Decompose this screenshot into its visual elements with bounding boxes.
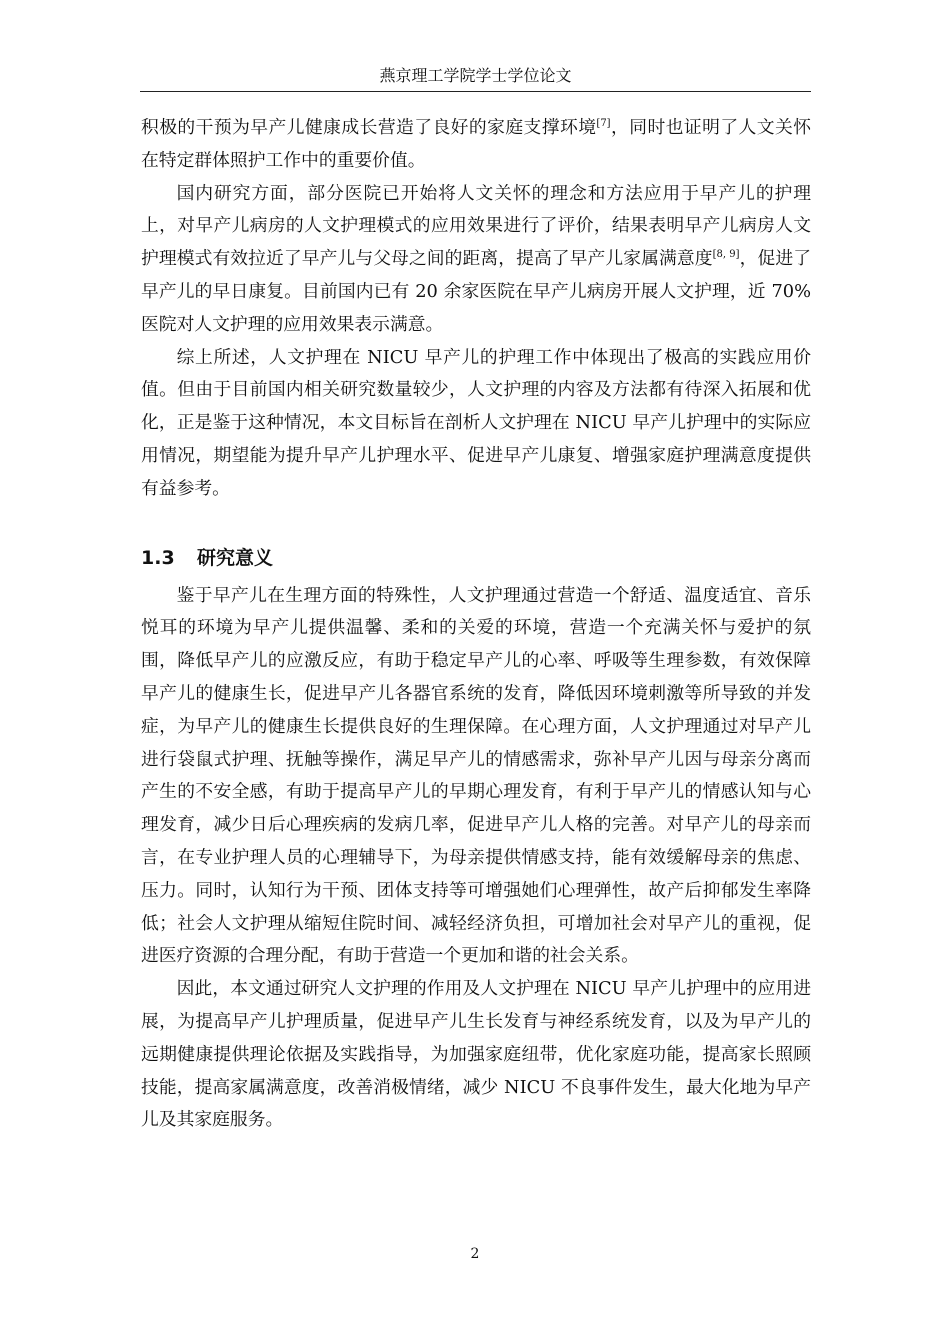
body-paragraph	[141, 973, 811, 1137]
paragraph-text: 国内研究方面，部分医院已开始将人文关怀的理念和方法应用于早产儿的护理上，对早产儿病房的人文护理模式的应用效果进行了评价，结果表明早产儿病房人文护理模式有效拉近了早产儿与父母之间的距离，提高了早产儿家属满意度	[141, 182, 811, 270]
running-header: 燕京理工学院学士学位论文	[379, 66, 572, 85]
body-paragraph	[141, 178, 811, 342]
paragraph-group-significance	[141, 580, 811, 1138]
citation-marker: [7]	[596, 118, 611, 129]
page-body	[141, 112, 811, 1137]
header-rule	[140, 91, 811, 92]
paragraph-text: 鉴于早产儿在生理方面的特殊性，人文护理通过营造一个舒适、温度适宜、音乐悦耳的环境为早产儿提供温馨、柔和的关爱的环境，营造一个充满关怀与爱护的氛围，降低早产儿的应激反应，有助于稳定早产儿的心率、呼吸等生理参数，有效保障早产儿的健康生长，促进早产儿各器官系统的发育，降低因环境刺激等所导致的并发症，为早产儿的健康生长提供良好的生理保障。在心理方面，人文护理通过对早产儿进行袋鼠式护理、抚触等操作，满足早产儿的情感需求，弥补早产儿因与母亲分离而产生的不安全感，有助于提高早产儿的早期心理发育，有利于早产儿的情感认知与心理发育，减少日后心理疾病的发病几率，促进早产儿人格的完善。对早产儿的母亲而言，在专业护理人员的心理辅导下，为母亲提供情感支持，能有效缓解母亲的焦虑、压力。同时，认知行为干预、团体支持等可增强她们心理弹性，故产后抑郁发生率降低；社会人文护理从缩短住院时间、减轻经济负担，可增加社会对早产儿的重视，促进医疗资源的合理分配，有助于营造一个更加和谐的社会关系。	[141, 584, 811, 967]
page-number: 2	[470, 1246, 480, 1262]
paragraph-text: 综上所述，人文护理在 NICU 早产儿的护理工作中体现出了极高的实践应用价值。但由于目前国内相关研究数量较少，人文护理的内容及方法都有待深入拓展和优化，正是鉴于这种情况，本文目标旨在剖析人文护理在 NICU 早产儿护理中的实际应用情况，期望能为提升早产儿护理水平、促进早产儿康复、增强家庭护理满意度提供有益参考。	[141, 346, 811, 499]
body-paragraph	[141, 342, 811, 506]
paragraph-text: 积极的干预为早产儿健康成长营造了良好的家庭支撑环境	[141, 117, 597, 138]
citation-marker: [8, 9]	[712, 249, 740, 261]
paragraph-text: 因此，本文通过研究人文护理的作用及人文护理在 NICU 早产儿护理中的应用进展，为提高早产儿护理质量，促进早产儿生长发育与神经系统发育，以及为早产儿的远期健康提供理论依据及实践指导，为加强家庭纽带，优化家庭功能，提高家长照顾技能，提高家属满意度，改善消极情绪，减少 NICU 不良事件发生，最大化地为早产儿及其家庭服务。	[141, 978, 811, 1131]
section-heading	[141, 542, 811, 574]
paragraph-text: ，同时也证明了人文关怀在特定群体照护工作中的重要价值。	[141, 117, 811, 171]
section-title: 研究意义	[197, 546, 274, 569]
paragraph-text: ，促进了早产儿的早日康复。目前国内已有 20 余家医院在早产儿病房开展人文护理，近 70%医院对人文护理的应用效果表示满意。	[141, 248, 811, 335]
paragraph-group-intro	[141, 112, 811, 506]
section-number: 1.3	[141, 546, 175, 569]
body-paragraph	[141, 112, 811, 178]
body-paragraph	[141, 580, 811, 974]
